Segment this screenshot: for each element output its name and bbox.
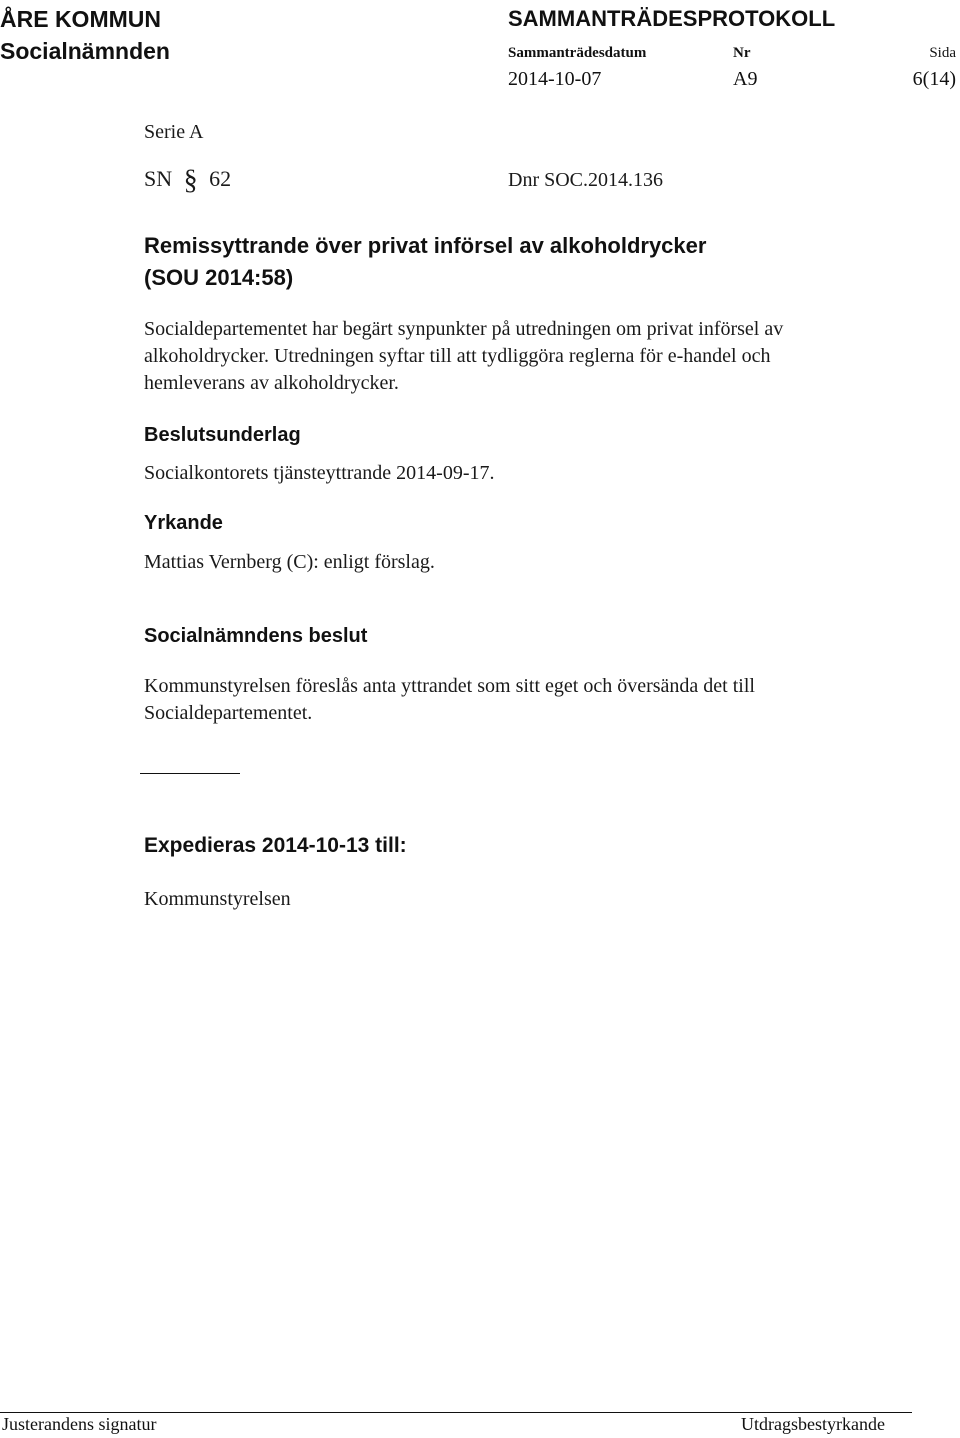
nr-label: Nr xyxy=(733,45,751,61)
title-line: (SOU 2014:58) xyxy=(144,265,294,290)
nr-value: A9 xyxy=(733,68,758,90)
text-line: Socialdepartementet. xyxy=(144,702,313,724)
title-line: Remissyttrande över privat införsel av alkoholdrycker xyxy=(144,233,707,258)
footer-extract-label: Utdragsbestyrkande xyxy=(741,1414,885,1434)
yrkande-text: Mattias Vernberg (C): enligt förslag. xyxy=(144,551,435,573)
expedieras-heading: Expedieras 2014-10-13 till: xyxy=(144,834,407,857)
yrkande-heading: Yrkande xyxy=(144,512,223,534)
committee-name: Socialnämnden xyxy=(0,38,170,64)
beslut-paragraph xyxy=(144,673,884,727)
beslutsunderlag-text: Socialkontorets tjänsteyttrande 2014-09-17. xyxy=(144,462,495,484)
section-divider xyxy=(140,773,240,774)
text-line: hemleverans av alkoholdrycker. xyxy=(144,372,399,394)
series-label: Serie A xyxy=(144,121,204,143)
text-line: alkoholdrycker. Utredningen syftar till att tydliggöra reglerna för e-handel och xyxy=(144,345,771,367)
sn-number: 62 xyxy=(209,166,232,191)
text-line: Socialdepartementet har begärt synpunkter på utredningen om privat införsel av xyxy=(144,318,784,340)
dnr: Dnr SOC.2014.136 xyxy=(508,169,664,191)
page-label: Sida xyxy=(929,45,956,61)
footer-rule xyxy=(0,1412,912,1413)
date-value: 2014-10-07 xyxy=(508,68,602,90)
text-line: Kommunstyrelsen föreslås anta yttrandet som sitt eget och översända det till xyxy=(144,675,755,697)
case-number xyxy=(144,165,231,197)
sn-prefix: SN xyxy=(144,166,173,191)
expedieras-recipient: Kommunstyrelsen xyxy=(144,888,291,910)
document-type: SAMMANTRÄDESPROTOKOLL xyxy=(508,6,836,31)
page-title xyxy=(144,230,884,294)
date-label: Sammanträdesdatum xyxy=(508,45,647,61)
section-symbol: § xyxy=(183,165,198,196)
municipality-name: ÅRE KOMMUN xyxy=(0,6,161,32)
page-value: 6(14) xyxy=(912,68,956,90)
footer-signature-label: Justerandens signatur xyxy=(2,1414,157,1434)
beslut-heading: Socialnämndens beslut xyxy=(144,625,368,647)
intro-paragraph xyxy=(144,316,884,397)
beslutsunderlag-heading: Beslutsunderlag xyxy=(144,424,301,446)
